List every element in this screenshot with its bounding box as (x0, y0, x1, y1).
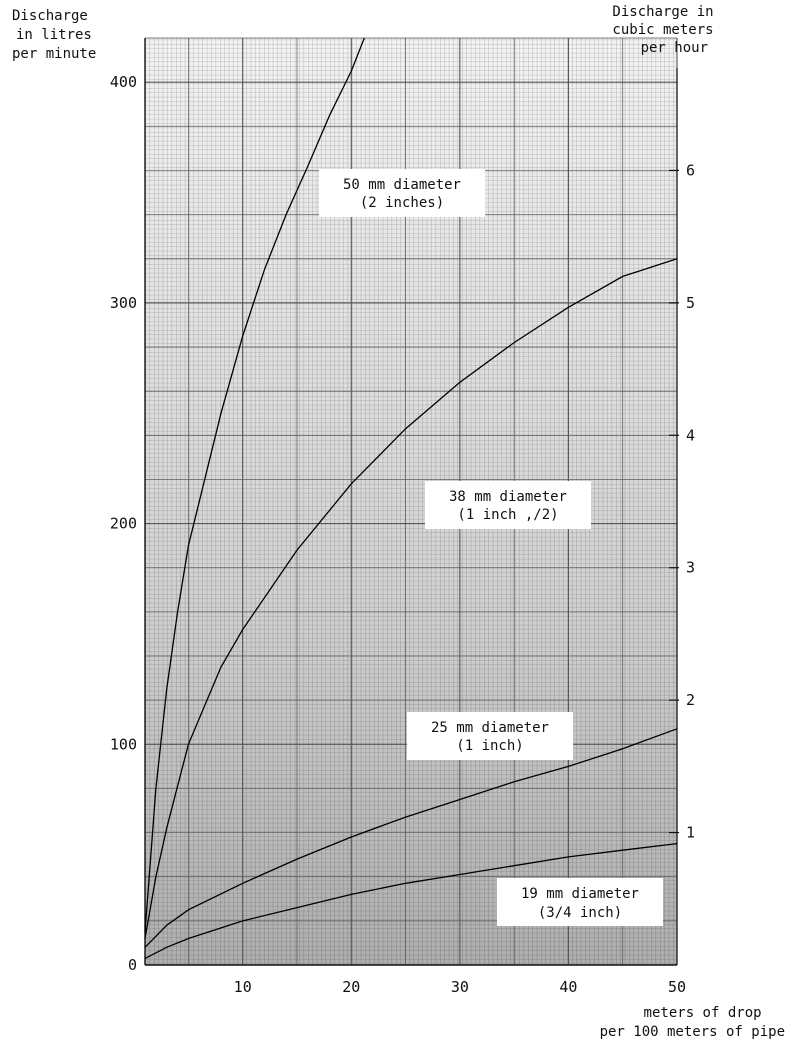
x-tick-label: 10 (233, 978, 252, 996)
right-axis-title-line-1: Discharge in (612, 4, 714, 20)
x-axis-title (600, 1005, 785, 1040)
x-axis-title-line-2: per 100 meters of pipe (599, 1024, 785, 1040)
series-label-line-1: 38 mm diameter (448, 489, 568, 505)
right-tick-label: 2 (686, 691, 696, 710)
y-tick-label: 200 (109, 514, 137, 533)
left-axis-title-line-1: Discharge (12, 8, 88, 24)
left-axis-title-line-3: per minute (12, 46, 97, 62)
right-axis-title-line-3: per hour (640, 40, 708, 56)
series-label-line-2: (2 inches) (359, 195, 445, 211)
right-tick-label: 3 (686, 558, 696, 577)
right-tick-label: 5 (686, 293, 696, 312)
y-tick-label: 0 (127, 956, 137, 974)
series-label-line-2: (1 inch ,/2) (457, 507, 559, 523)
left-axis-title (12, 8, 100, 62)
right-tick-label: 1 (686, 823, 696, 842)
x-tick-label: 20 (342, 978, 361, 996)
y-tick-label: 400 (109, 73, 137, 92)
left-axis-title-line-2: in litres (16, 27, 92, 43)
right-tick-label: 4 (686, 426, 696, 445)
y-tick-label: 100 (109, 735, 137, 754)
series-label-line-2: (3/4 inch) (537, 905, 623, 921)
x-tick-label: 50 (667, 978, 687, 996)
right-tick-label: 6 (686, 161, 696, 180)
series-label-line-1: 50 mm diameter (342, 177, 462, 193)
series-label-line-1: 19 mm diameter (520, 886, 640, 902)
right-axis-title-line-2: cubic meters (612, 22, 714, 38)
x-tick-label: 40 (559, 978, 578, 996)
x-axis-title-line-1: meters of drop (643, 1005, 762, 1021)
y-tick-label: 300 (109, 293, 137, 312)
series-label-line-1: 25 mm diameter (430, 720, 550, 736)
series-label-line-2: (1 inch) (456, 738, 524, 754)
x-tick-label: 30 (450, 978, 469, 996)
